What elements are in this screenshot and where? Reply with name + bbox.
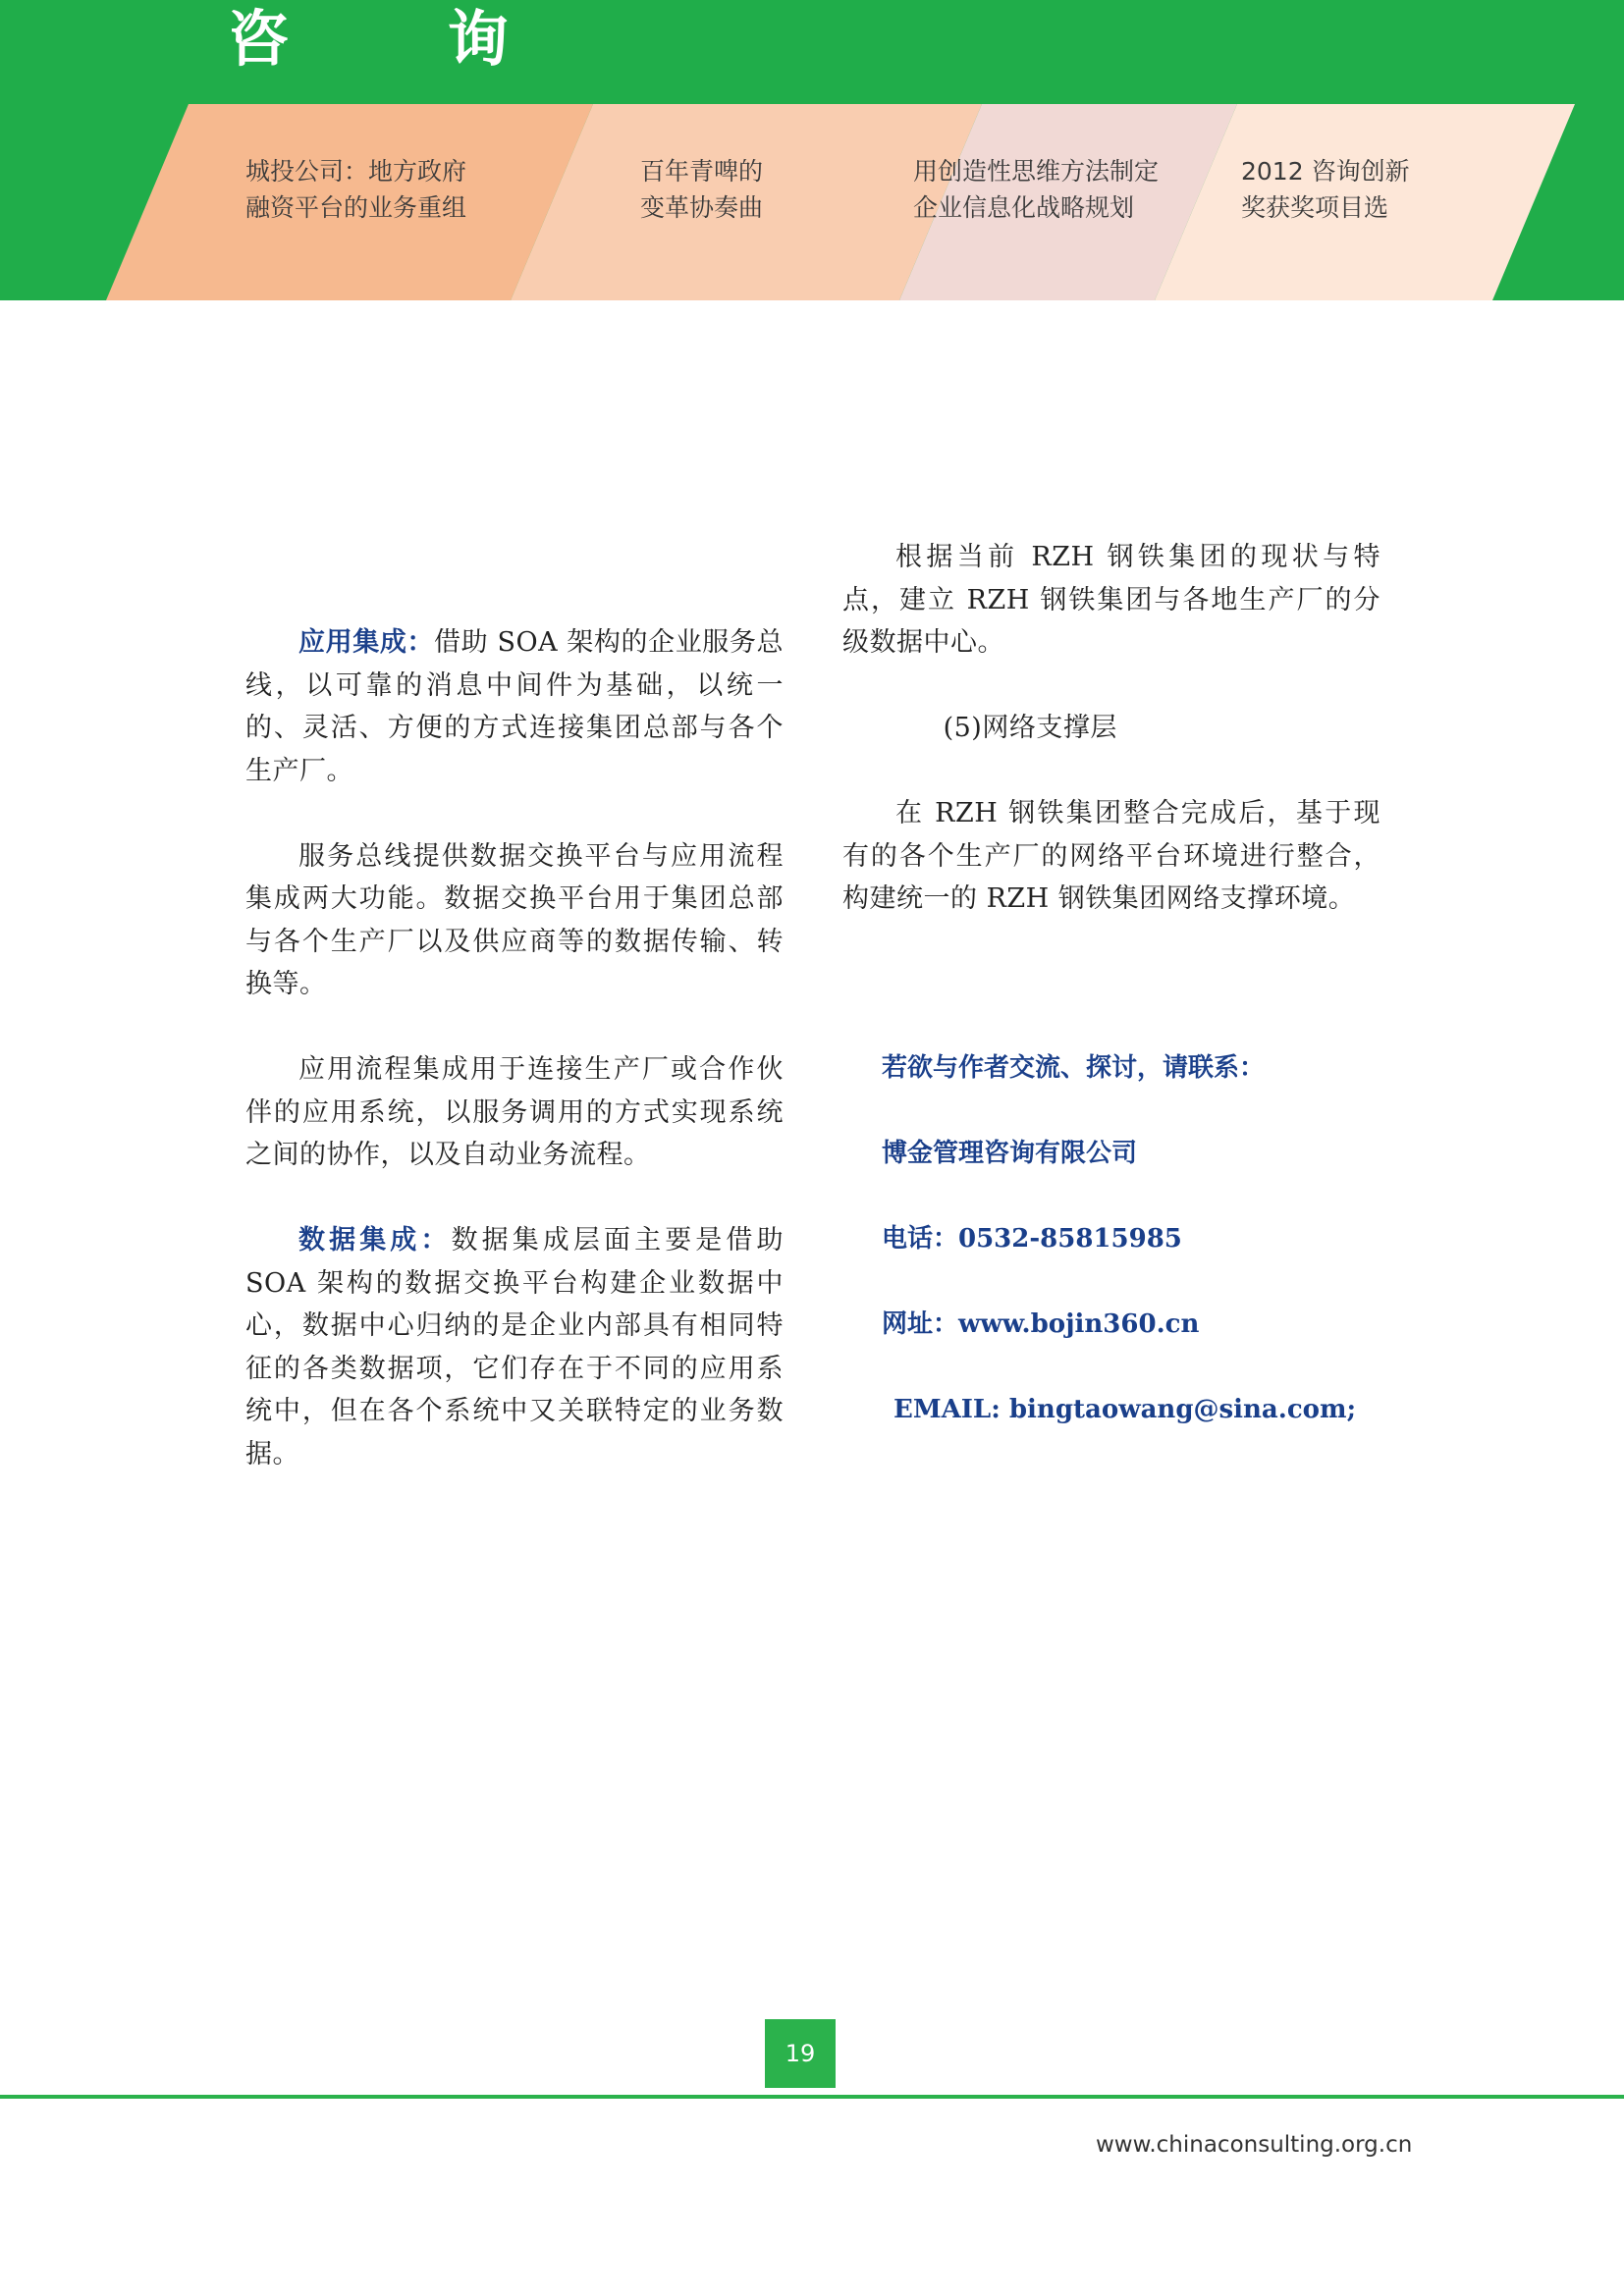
heading-network-layer: (5)网络支撑层	[943, 713, 1117, 743]
page-number: 19	[765, 2019, 836, 2088]
paragraph-data-integration	[245, 1219, 784, 1475]
footer-divider	[0, 2095, 1624, 2099]
lead-application-integration: 应用集成：	[298, 627, 435, 658]
paragraph-service-bus: 服务总线提供数据交换平台与应用流程集成两大功能。数据交换平台用于集团总部与各个生产厂以及供应商等的数据传输、转换等。	[245, 840, 784, 999]
paragraph-process-integration: 应用流程集成用于连接生产厂或合作伙伴的应用系统，以服务调用的方式实现系统之间的协作，以及自动业务流程。	[245, 1054, 784, 1170]
contact-phone: 电话：0532-85815985	[882, 1224, 1182, 1254]
tab-3-line2: 企业信息化战略规划	[913, 193, 1135, 222]
lead-data-integration: 数据集成：	[298, 1225, 452, 1255]
masthead-title: 咨 询	[228, 3, 577, 75]
tab-1-line1: 城投公司：地方政府	[245, 157, 467, 186]
contact-company: 博金管理咨询有限公司	[882, 1139, 1138, 1168]
page-header	[0, 0, 1624, 300]
paragraph-data-center: 根据当前 RZH 钢铁集团的现状与特点，建立 RZH 钢铁集团与各地生产厂的分级数据中心。	[842, 542, 1380, 658]
tab-3-line1: 用创造性思维方法制定	[913, 157, 1160, 186]
tab-2[interactable]	[640, 153, 763, 226]
paragraph-application-integration	[245, 621, 784, 792]
tab-4[interactable]	[1241, 153, 1410, 226]
tab-3[interactable]	[913, 153, 1159, 226]
tab-1[interactable]	[245, 153, 466, 226]
tab-2-line1: 百年青啤的	[640, 157, 764, 186]
text-application-integration: 借助 SOA 架构的企业服务总线，以可靠的消息中间件为基础，以统一的、灵活、方便的方式连接集团总部与各个生产厂。	[245, 627, 785, 786]
contact-intro: 若欲与作者交流、探讨，请联系：	[882, 1053, 1266, 1083]
paragraph-network-support: 在 RZH 钢铁集团整合完成后，基于现有的各个生产厂的网络平台环境进行整合，构建统一的 RZH 钢铁集团网络支撑环境。	[842, 798, 1380, 914]
text-data-integration: 数据集成层面主要是借助 SOA 架构的数据交换平台构建企业数据中心，数据中心归纳的是企业内部具有相同特征的各类数据项，它们存在于不同的应用系统中，但在各个系统中又关联特定的业务数据。	[245, 1225, 784, 1469]
footer-website-link[interactable]: www.chinaconsulting.org.cn	[1096, 2132, 1413, 2158]
tab-4-line1: 2012 咨询创新	[1241, 157, 1410, 186]
right-column	[842, 536, 1380, 921]
left-column	[245, 621, 784, 1475]
contact-website[interactable]: 网址：www.bojin360.cn	[882, 1309, 1200, 1339]
tab-2-line2: 变革协奏曲	[640, 193, 764, 222]
tab-1-line2: 融资平台的业务重组	[245, 193, 467, 222]
tab-4-line2: 奖获奖项目选	[1241, 193, 1389, 222]
contact-email[interactable]: EMAIL: bingtaowang@sina.com;	[893, 1395, 1357, 1424]
